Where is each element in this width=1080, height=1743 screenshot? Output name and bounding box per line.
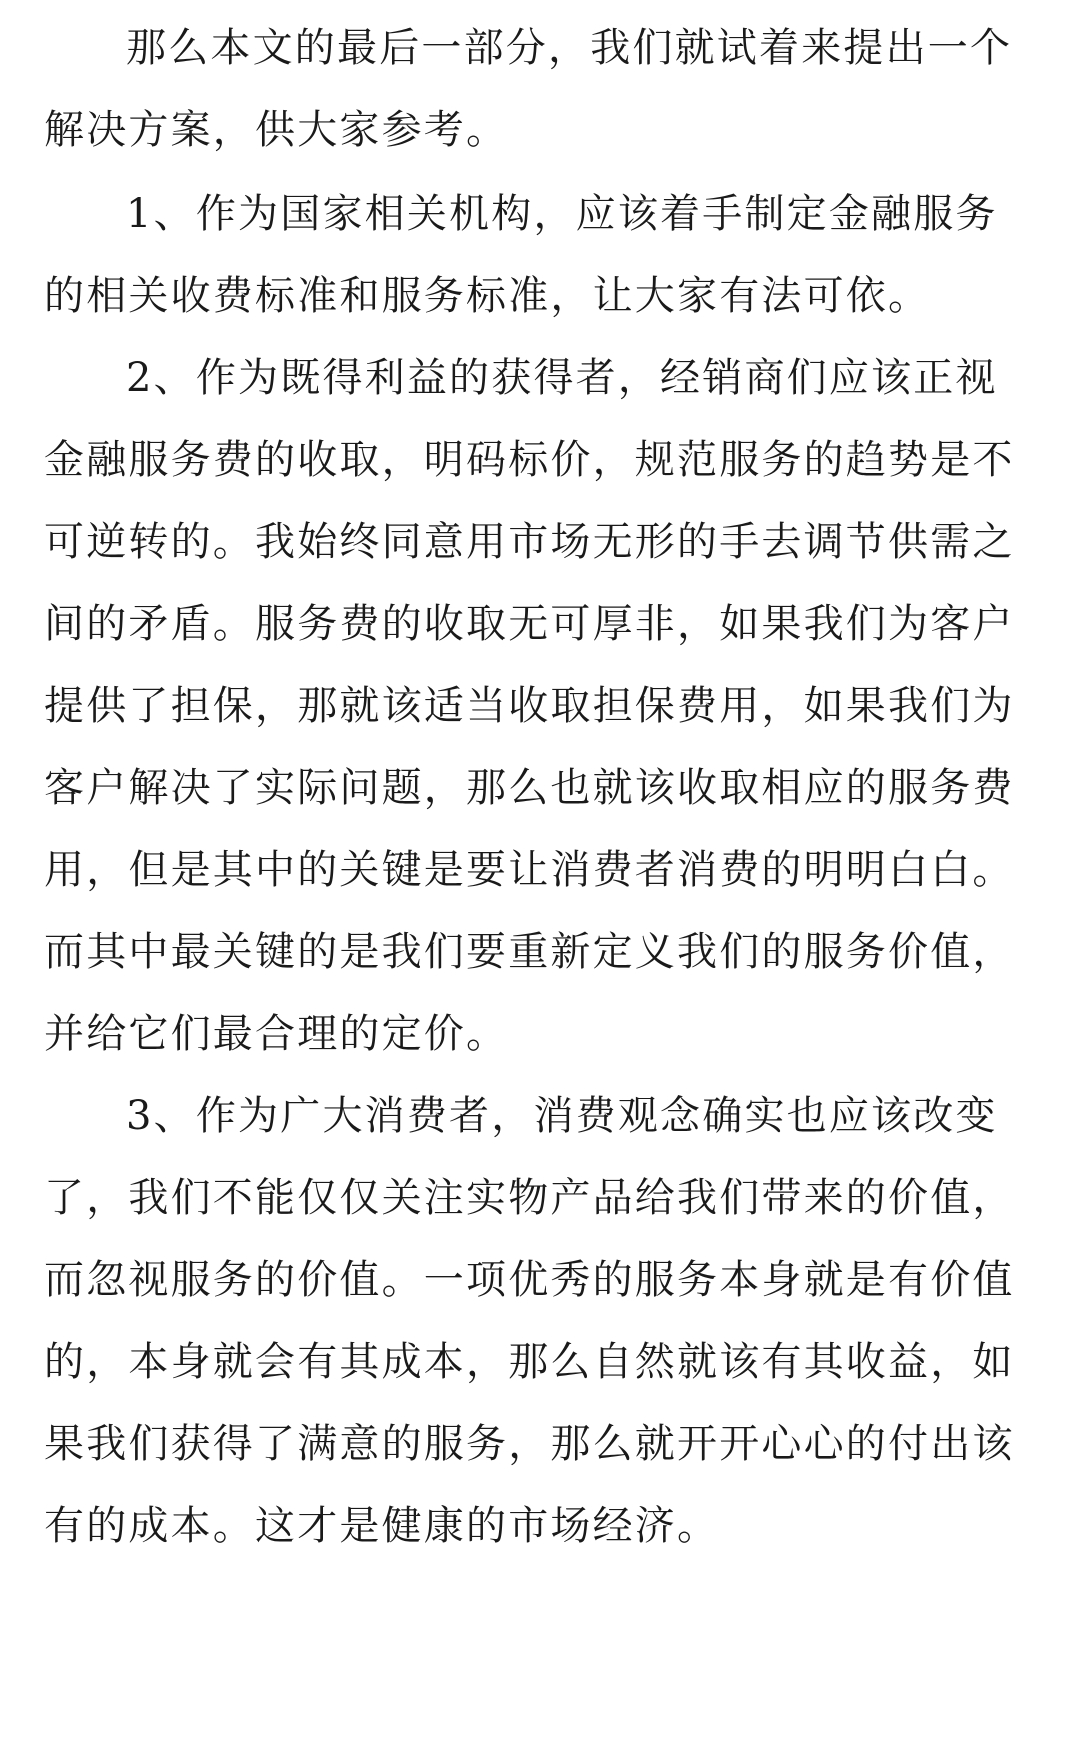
line-text: 的相关收费标准和服务标准，让大家有法可依。 [44,273,931,319]
text-line [0,1500,1080,1552]
text-line [0,188,1080,240]
line-text: 有的成本。这才是健康的市场经济。 [44,1503,720,1549]
line-text: 了，我们不能仅仅关注实物产品给我们带来的价值， [44,1175,1015,1221]
text-line [0,844,1080,896]
text-line [0,1090,1080,1142]
text-line [0,22,1080,74]
text-line [0,762,1080,814]
line-text: 间的矛盾。服务费的收取无可厚非，如果我们为客户 [44,601,1015,647]
text-line [0,1254,1080,1306]
text-line [0,516,1080,568]
text-line [0,1336,1080,1388]
line-text: 提供了担保，那就该适当收取担保费用，如果我们为 [44,683,1015,729]
list-number: 2 [126,355,154,401]
text-line [0,598,1080,650]
text-line [0,434,1080,486]
line-text: 金融服务费的收取，明码标价，规范服务的趋势是不 [44,437,1015,483]
text-line [0,352,1080,404]
text-line [0,270,1080,322]
text-line [0,1172,1080,1224]
line-text: 、作为广大消费者，消费观念确实也应该改变 [153,1093,998,1139]
line-text: 的，本身就会有其成本，那么自然就该有其收益，如 [44,1339,1015,1385]
text-line [0,926,1080,978]
line-text: 用，但是其中的关键是要让消费者消费的明明白白。 [44,847,1015,893]
line-text: 那么本文的最后一部分，我们就试着来提出一个 [126,25,1013,71]
line-text: 解决方案，供大家参考。 [44,107,509,153]
line-text: 可逆转的。我始终同意用市场无形的手去调节供需之 [44,519,1015,565]
line-text: 而其中最关键的是我们要重新定义我们的服务价值， [44,929,1015,975]
line-text: 、作为既得利益的获得者，经销商们应该正视 [153,355,998,401]
line-text: 而忽视服务的价值。一项优秀的服务本身就是有价值 [44,1257,1015,1303]
text-line [0,104,1080,156]
list-number: 3 [126,1093,154,1139]
line-text: 并给它们最合理的定价。 [44,1011,509,1057]
list-number: 1 [126,191,154,237]
text-line [0,680,1080,732]
line-text: 客户解决了实际问题，那么也就该收取相应的服务费 [44,765,1015,811]
text-line [0,1008,1080,1060]
line-text: 、作为国家相关机构，应该着手制定金融服务 [153,191,998,237]
text-line [0,1418,1080,1470]
line-text: 果我们获得了满意的服务，那么就开开心心的付出该 [44,1421,1015,1467]
